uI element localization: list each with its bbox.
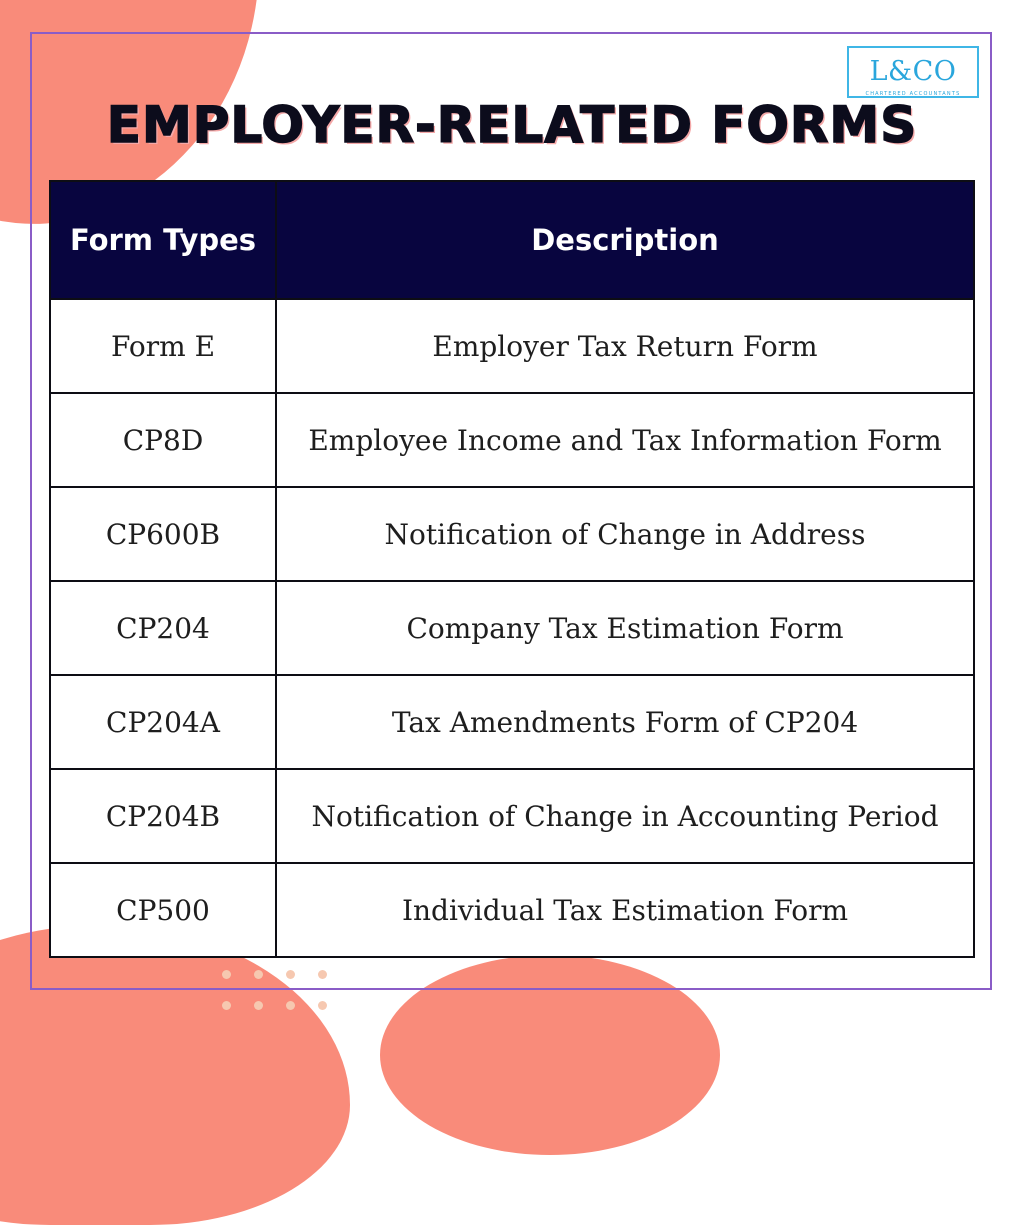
header-description: Description	[276, 181, 974, 299]
table-row	[50, 675, 974, 769]
dot	[286, 1001, 295, 1010]
dot	[222, 1001, 231, 1010]
dot	[254, 970, 263, 979]
form-type-cell: CP500	[50, 863, 276, 957]
decorative-dots	[222, 970, 342, 1010]
header-form-types: Form Types	[50, 181, 276, 299]
description-cell: Individual Tax Estimation Form	[276, 863, 974, 957]
form-type-cell: CP8D	[50, 393, 276, 487]
dot	[318, 1001, 327, 1010]
description-cell: Notification of Change in Address	[276, 487, 974, 581]
form-type-cell: CP204A	[50, 675, 276, 769]
description-cell: Company Tax Estimation Form	[276, 581, 974, 675]
form-type-cell: CP600B	[50, 487, 276, 581]
dot	[254, 1001, 263, 1010]
description-cell: Notification of Change in Accounting Period	[276, 769, 974, 863]
dot	[286, 970, 295, 979]
form-type-cell: CP204	[50, 581, 276, 675]
dot	[222, 970, 231, 979]
table-row	[50, 863, 974, 957]
description-cell: Tax Amendments Form of CP204	[276, 675, 974, 769]
logo-subtitle: CHARTERED ACCOUNTANTS	[865, 91, 961, 97]
company-logo	[847, 46, 979, 98]
form-type-cell: Form E	[50, 299, 276, 393]
table-row	[50, 581, 974, 675]
description-cell: Employee Income and Tax Information Form	[276, 393, 974, 487]
forms-table	[49, 180, 975, 958]
logo-text: L&CO	[869, 56, 957, 87]
form-type-cell: CP204B	[50, 769, 276, 863]
table-row	[50, 299, 974, 393]
dot	[318, 970, 327, 979]
table-row	[50, 393, 974, 487]
description-cell: Employer Tax Return Form	[276, 299, 974, 393]
table-header-row	[50, 181, 974, 299]
table-row	[50, 487, 974, 581]
page-title: EMPLOYER-RELATED FORMS	[106, 96, 918, 154]
table-row	[50, 769, 974, 863]
